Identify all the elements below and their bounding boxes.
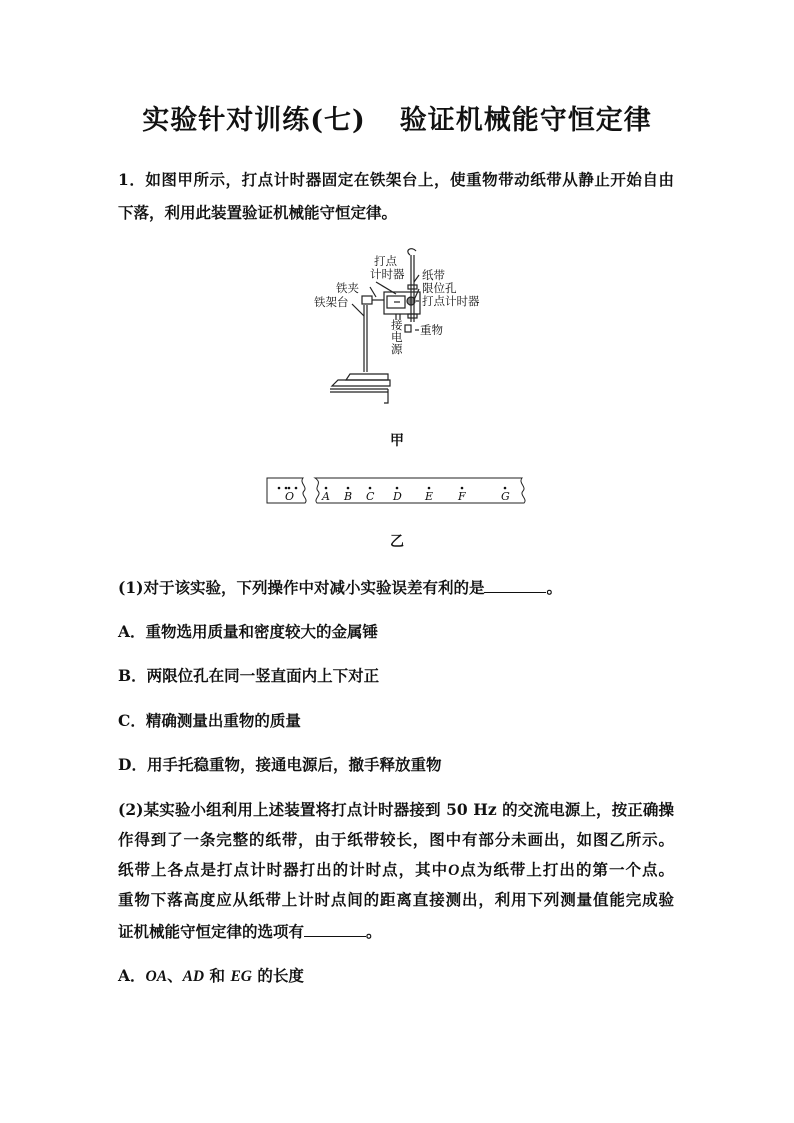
tape-left-segment (267, 478, 306, 503)
tape-point-O (288, 487, 291, 490)
sub1-stem-end: 。 (546, 578, 562, 597)
tape-point-B (347, 487, 350, 490)
sub1-stem-text: (1)对于该实验，下列操作中对减小实验误差有利的是 (118, 578, 485, 597)
sub2-line3-pre: 纸带上各点是打点计时器打出的计时点，其中 (118, 860, 449, 879)
sub1-option-a: A．重物选用质量和密度较大的金属锤 (118, 622, 379, 641)
tape-point-D (396, 487, 399, 490)
label-timer-bottom: 计时器 (370, 267, 405, 281)
sub1-option-b: B．两限位孔在同一竖直面内上下对正 (118, 666, 380, 685)
sub2-opt-a-v1: OA (145, 968, 168, 985)
label-timer-right: 打点计时器 (422, 294, 480, 308)
sub2-line2: 作得到了一条完整的纸带，由于纸带较长，图中有部分未画出，如图乙所示。 (118, 830, 674, 849)
figure-jia-caption: 甲 (390, 433, 404, 449)
sub2-line5-end: 。 (366, 922, 382, 941)
tape-dot (278, 487, 281, 490)
sub2-line3 (118, 858, 674, 880)
tape-label-F: F (458, 490, 466, 503)
sub2-answer-blank (304, 922, 366, 937)
tape-label-A: A (322, 490, 330, 503)
sub2-line3-post: 点为纸带上打出的第一个点。 (459, 860, 674, 879)
sub2-line5 (118, 920, 382, 942)
sub1-stem (118, 576, 562, 598)
tape-right-segment (315, 478, 525, 503)
label-power1: 接 (391, 318, 403, 332)
sub2-line3-var: O (448, 862, 460, 879)
sub2-option-a (118, 964, 304, 986)
label-paper: 纸带 (422, 268, 445, 282)
tape-label-B: B (344, 490, 353, 503)
timer-box (384, 292, 420, 314)
sub1-option-d: D．用手托稳重物，接通电源后，撤手释放重物 (118, 755, 442, 774)
tape-dot (285, 487, 288, 490)
tape-point-A (325, 487, 328, 490)
q1-line2: 下落，利用此装置验证机械能守恒定律。 (118, 203, 398, 222)
q1-line1: 1．如图甲所示，打点计时器固定在铁架台上，使重物带动纸带从静止开始自由 (118, 170, 674, 189)
tape-dot (295, 487, 298, 490)
figure-yi-caption: 乙 (390, 534, 404, 550)
stand-base (346, 374, 388, 380)
label-weight: 重物 (420, 323, 443, 337)
tape-label-E: E (425, 490, 434, 503)
sub2-line5-pre: 证机械能守恒定律的选项有 (118, 922, 305, 941)
tape-label-O: O (285, 490, 295, 503)
sub2-opt-a-post: 的长度 (251, 966, 304, 985)
label-clamp: 铁夹 (336, 281, 359, 295)
label-stand: 铁架台 (314, 295, 349, 309)
weight (405, 325, 411, 332)
label-power3: 源 (391, 342, 403, 356)
sub1-option-c: C．精确测量出重物的质量 (118, 711, 301, 730)
title-part1: 实验针对训练(七) (142, 105, 366, 136)
tape-point-E (428, 487, 431, 490)
sub2-opt-a-v2: AD (182, 968, 205, 985)
tape-label-D: D (393, 490, 402, 503)
tape-point-F (461, 487, 464, 490)
page-title (0, 98, 794, 137)
tape-point-C (369, 487, 372, 490)
label-timer-top: 打点 (374, 254, 397, 268)
sub2-opt-a-s2: 和 (204, 966, 231, 985)
sub2-opt-a-v3: EG (230, 968, 252, 985)
sub1-answer-blank (484, 578, 546, 593)
tape-label-G: G (501, 490, 510, 503)
tape-point-G (504, 487, 507, 490)
sub2-opt-a-pre: A． (118, 966, 146, 985)
label-hole: 限位孔 (422, 281, 457, 295)
title-part2: 验证机械能守恒定律 (399, 105, 652, 136)
sub2-line1: (2)某实验小组利用上述装置将打点计时器接到 50 Hz 的交流电源上，按正确操 (118, 800, 674, 819)
label-power2: 电 (391, 330, 403, 344)
tape-label-C: C (366, 490, 375, 503)
sub2-opt-a-s1: 、 (167, 966, 183, 985)
sub2-line4: 重物下落高度应从纸带上计时点间的距离直接测出，利用下列测量值能完成验 (118, 890, 674, 909)
